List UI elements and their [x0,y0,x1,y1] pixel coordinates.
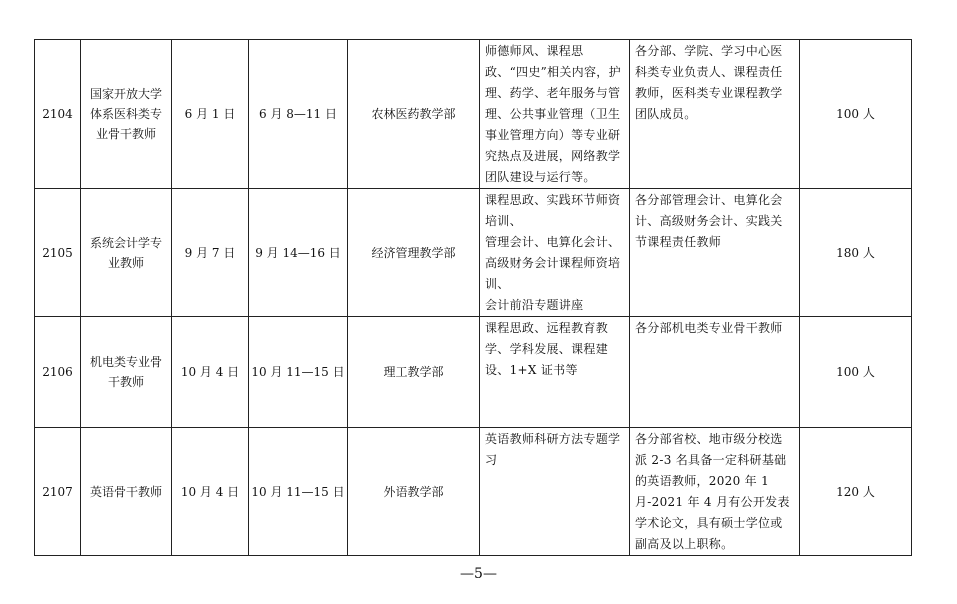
department: 经济管理教学部 [348,189,480,317]
start-date: 6 月 1 日 [172,40,249,189]
headcount: 180 人 [800,189,912,317]
participants: 各分部省校、地市级分校选派 2-3 名具备一定科研基础的英语教师，2020 年 1 月-2021 年 4 月有公开发表学术论文，具有硕士学位或副高及以上职称。 [630,428,800,556]
participants: 各分部、学院、学习中心医科类专业负责人、课程责任教师，医科类专业课程教学团队成员。 [630,40,800,189]
table-row [35,317,912,428]
training-content: 英语教师科研方法专题学习 [480,428,630,556]
page-number: —5— [460,566,497,582]
row-number: 2107 [35,428,81,556]
training-content: 课程思政、远程教育教学、学科发展、课程建设、1+X 证书等 [480,317,630,428]
training-content: 师德师风、课程思政、“四史”相关内容，护理、药学、老年服务与管理、公共事业管理（卫生事业管理方向）等专业研究热点及进展，网络教学团队建设与运行等。 [480,40,630,189]
department: 理工教学部 [348,317,480,428]
headcount: 120 人 [800,428,912,556]
headcount: 100 人 [800,317,912,428]
training-dates: 10 月 11—15 日 [249,428,348,556]
training-dates: 9 月 14—16 日 [249,189,348,317]
row-number: 2104 [35,40,81,189]
row-number: 2105 [35,189,81,317]
training-dates: 6 月 8—11 日 [249,40,348,189]
training-name: 英语骨干教师 [81,428,172,556]
content-line: 课程思政、实践环节师资培训、 [485,193,621,228]
table-row [35,189,912,317]
start-date: 10 月 4 日 [172,428,249,556]
content-line: 管理会计、电算化会计、高级财务会计课程师资培训、 [485,235,621,291]
participants: 各分部管理会计、电算化会计、高级财务会计、实践关节课程责任教师 [630,189,800,317]
row-number: 2106 [35,317,81,428]
content-line: 会计前沿专题讲座 [485,298,584,312]
table-row [35,428,912,556]
department: 外语教学部 [348,428,480,556]
training-dates: 10 月 11—15 日 [249,317,348,428]
department: 农林医药教学部 [348,40,480,189]
start-date: 10 月 4 日 [172,317,249,428]
table-row [35,40,912,189]
training-name: 机电类专业骨干教师 [81,317,172,428]
start-date: 9 月 7 日 [172,189,249,317]
headcount: 100 人 [800,40,912,189]
participants: 各分部机电类专业骨干教师 [630,317,800,428]
training-name: 系统会计学专业教师 [81,189,172,317]
training-name: 国家开放大学体系医科类专业骨干教师 [81,40,172,189]
training-content [480,189,630,317]
training-schedule-table [34,39,912,556]
